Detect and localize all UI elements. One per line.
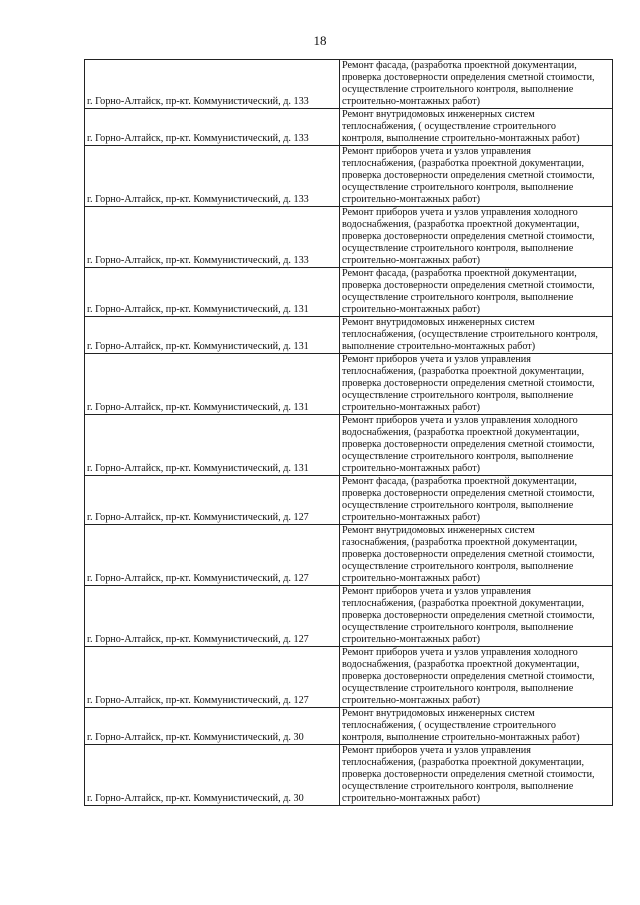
work-description-line: осуществление строительного контроля, выполнение <box>342 390 574 401</box>
address-cell: г. Горно-Алтайск, пр-кт. Коммунистический, д. 131 <box>85 268 340 317</box>
address-cell: г. Горно-Алтайск, пр-кт. Коммунистический, д. 131 <box>85 317 340 354</box>
table-row <box>85 415 613 476</box>
table-row <box>85 354 613 415</box>
work-description-cell <box>340 647 613 708</box>
table-row <box>85 708 613 745</box>
work-description-line: газоснабжения, (разработка проектной документации, <box>342 537 578 548</box>
work-description-line: проверка достоверности определения сметной стоимости, <box>342 439 595 450</box>
address-cell: г. Горно-Алтайск, пр-кт. Коммунистический, д. 30 <box>85 708 340 745</box>
work-description-line: проверка достоверности определения сметной стоимости, <box>342 170 595 181</box>
work-description-line: Ремонт приборов учета и узлов управления <box>342 745 531 756</box>
work-description-line: осуществление строительного контроля, выполнение <box>342 561 574 572</box>
work-description-cell <box>340 708 613 745</box>
address-cell: г. Горно-Алтайск, пр-кт. Коммунистический, д. 127 <box>85 476 340 525</box>
work-description-cell <box>340 60 613 109</box>
work-description-line: проверка достоверности определения сметной стоимости, <box>342 280 595 291</box>
address-cell: г. Горно-Алтайск, пр-кт. Коммунистический, д. 127 <box>85 647 340 708</box>
work-description-line: теплоснабжения, (разработка проектной документации, <box>342 158 585 169</box>
work-description-line: Ремонт приборов учета и узлов управления <box>342 146 531 157</box>
work-description-line: строительно-монтажных работ) <box>342 255 481 266</box>
address-cell: г. Горно-Алтайск, пр-кт. Коммунистический, д. 30 <box>85 745 340 806</box>
work-description-line: водоснабжения, (разработка проектной документации, <box>342 427 580 438</box>
work-description-line: строительно-монтажных работ) <box>342 194 481 205</box>
table-row <box>85 60 613 109</box>
work-description-cell <box>340 586 613 647</box>
work-description-line: Ремонт фасада, (разработка проектной документации, <box>342 60 577 71</box>
work-description-line: осуществление строительного контроля, выполнение <box>342 781 574 792</box>
table-row <box>85 745 613 806</box>
work-description-cell <box>340 476 613 525</box>
work-description-cell <box>340 207 613 268</box>
address-cell: г. Горно-Алтайск, пр-кт. Коммунистический, д. 133 <box>85 146 340 207</box>
table-row <box>85 525 613 586</box>
address-cell: г. Горно-Алтайск, пр-кт. Коммунистический, д. 127 <box>85 525 340 586</box>
work-description-cell <box>340 525 613 586</box>
work-description-line: контроля, выполнение строительно-монтажных работ) <box>342 133 580 144</box>
work-description-line: строительно-монтажных работ) <box>342 304 481 315</box>
work-description-line: Ремонт приборов учета и узлов управления холодного <box>342 647 578 658</box>
works-table <box>84 59 613 806</box>
work-description-line: Ремонт приборов учета и узлов управления <box>342 586 531 597</box>
work-description-line: строительно-монтажных работ) <box>342 634 481 645</box>
table-row <box>85 146 613 207</box>
work-description-line: Ремонт фасада, (разработка проектной документации, <box>342 268 577 279</box>
work-description-line: Ремонт внутридомовых инженерных систем <box>342 109 535 120</box>
work-description-cell <box>340 146 613 207</box>
work-description-line: осуществление строительного контроля, выполнение <box>342 622 574 633</box>
work-description-line: строительно-монтажных работ) <box>342 573 481 584</box>
work-description-line: осуществление строительного контроля, выполнение <box>342 182 574 193</box>
work-description-line: водоснабжения, (разработка проектной документации, <box>342 659 580 670</box>
work-description-line: выполнение строительно-монтажных работ) <box>342 341 536 352</box>
works-table-body <box>85 60 613 806</box>
work-description-line: теплоснабжения, (разработка проектной документации, <box>342 757 585 768</box>
work-description-line: теплоснабжения, ( осуществление строительного <box>342 720 557 731</box>
work-description-line: осуществление строительного контроля, выполнение <box>342 243 574 254</box>
work-description-line: строительно-монтажных работ) <box>342 695 481 706</box>
page-number: 18 <box>313 33 327 48</box>
work-description-line: теплоснабжения, (разработка проектной документации, <box>342 366 585 377</box>
work-description-line: контроля, выполнение строительно-монтажных работ) <box>342 732 580 743</box>
work-description-line: строительно-монтажных работ) <box>342 512 481 523</box>
work-description-line: Ремонт приборов учета и узлов управления холодного <box>342 207 578 218</box>
work-description-line: Ремонт приборов учета и узлов управления <box>342 354 531 365</box>
work-description-line: проверка достоверности определения сметной стоимости, <box>342 671 595 682</box>
work-description-cell <box>340 745 613 806</box>
work-description-line: водоснабжения, (разработка проектной документации, <box>342 219 580 230</box>
work-description-line: осуществление строительного контроля, выполнение <box>342 683 574 694</box>
work-description-line: теплоснабжения, (осуществление строительного контроля, <box>342 329 598 340</box>
work-description-cell <box>340 317 613 354</box>
work-description-line: проверка достоверности определения сметной стоимости, <box>342 488 595 499</box>
address-cell: г. Горно-Алтайск, пр-кт. Коммунистический, д. 133 <box>85 60 340 109</box>
work-description-line: проверка достоверности определения сметной стоимости, <box>342 549 595 560</box>
table-row <box>85 647 613 708</box>
table-row <box>85 317 613 354</box>
work-description-line: теплоснабжения, ( осуществление строительного <box>342 121 557 132</box>
table-row <box>85 207 613 268</box>
address-cell: г. Горно-Алтайск, пр-кт. Коммунистический, д. 133 <box>85 109 340 146</box>
work-description-line: Ремонт приборов учета и узлов управления холодного <box>342 415 578 426</box>
table-row <box>85 586 613 647</box>
work-description-line: строительно-монтажных работ) <box>342 402 481 413</box>
address-cell: г. Горно-Алтайск, пр-кт. Коммунистический, д. 131 <box>85 415 340 476</box>
address-cell: г. Горно-Алтайск, пр-кт. Коммунистический, д. 131 <box>85 354 340 415</box>
work-description-line: теплоснабжения, (разработка проектной документации, <box>342 598 585 609</box>
work-description-line: Ремонт внутридомовых инженерных систем <box>342 317 535 328</box>
work-description-line: осуществление строительного контроля, выполнение <box>342 292 574 303</box>
work-description-line: проверка достоверности определения сметной стоимости, <box>342 72 595 83</box>
work-description-cell <box>340 354 613 415</box>
work-description-line: Ремонт внутридомовых инженерных систем <box>342 525 535 536</box>
table-row <box>85 476 613 525</box>
address-cell: г. Горно-Алтайск, пр-кт. Коммунистический, д. 127 <box>85 586 340 647</box>
address-cell: г. Горно-Алтайск, пр-кт. Коммунистический, д. 133 <box>85 207 340 268</box>
work-description-line: осуществление строительного контроля, выполнение <box>342 451 574 462</box>
work-description-line: проверка достоверности определения сметной стоимости, <box>342 378 595 389</box>
work-description-line: Ремонт фасада, (разработка проектной документации, <box>342 476 577 487</box>
work-description-cell <box>340 109 613 146</box>
work-description-line: проверка достоверности определения сметной стоимости, <box>342 769 595 780</box>
work-description-line: Ремонт внутридомовых инженерных систем <box>342 708 535 719</box>
work-description-line: строительно-монтажных работ) <box>342 96 481 107</box>
work-description-line: осуществление строительного контроля, выполнение <box>342 84 574 95</box>
work-description-line: строительно-монтажных работ) <box>342 463 481 474</box>
work-description-line: проверка достоверности определения сметной стоимости, <box>342 610 595 621</box>
table-row <box>85 268 613 317</box>
table-row <box>85 109 613 146</box>
work-description-line: проверка достоверности определения сметной стоимости, <box>342 231 595 242</box>
work-description-line: осуществление строительного контроля, выполнение <box>342 500 574 511</box>
work-description-cell <box>340 415 613 476</box>
work-description-line: строительно-монтажных работ) <box>342 793 481 804</box>
work-description-cell <box>340 268 613 317</box>
